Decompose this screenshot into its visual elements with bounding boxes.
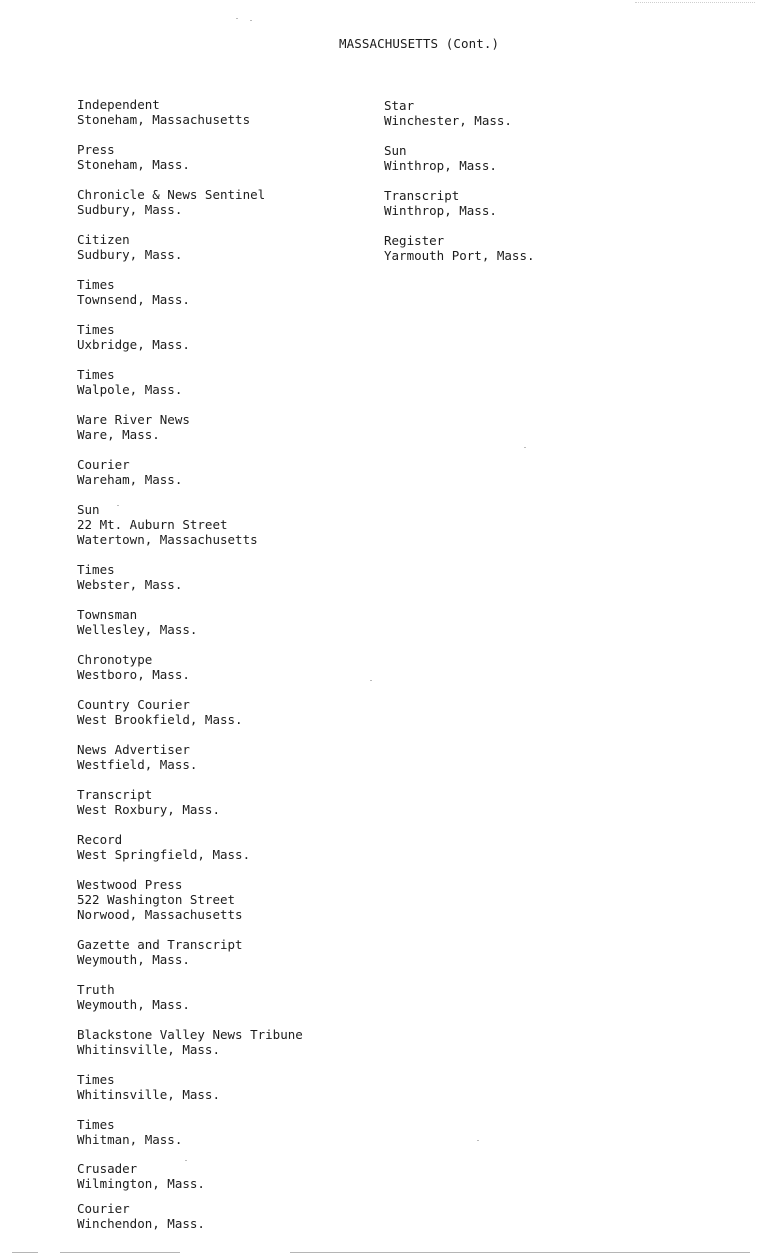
publication-name: Transcript bbox=[77, 787, 153, 802]
publication-name: Courier bbox=[77, 457, 130, 472]
publication-location: Winthrop, Mass. bbox=[384, 203, 497, 218]
publication-name: Independent bbox=[77, 97, 160, 112]
publication-name: Record bbox=[77, 832, 123, 847]
directory-entry bbox=[77, 652, 190, 682]
directory-entry bbox=[77, 142, 190, 172]
publication-location: Townsend, Mass. bbox=[77, 292, 190, 307]
directory-entry bbox=[384, 233, 535, 263]
publication-location: West Roxbury, Mass. bbox=[77, 802, 220, 817]
directory-entry bbox=[77, 97, 250, 127]
publication-location: West Springfield, Mass. bbox=[77, 847, 251, 862]
publication-name: Star bbox=[384, 98, 415, 113]
publication-location: Weymouth, Mass. bbox=[77, 997, 190, 1012]
directory-entry bbox=[77, 502, 258, 547]
directory-entry bbox=[77, 982, 190, 1012]
publication-name: Times bbox=[77, 322, 115, 337]
publication-name: Country Courier bbox=[77, 697, 190, 712]
scan-speck bbox=[370, 680, 372, 681]
publication-name: Chronicle & News Sentinel bbox=[77, 187, 266, 202]
directory-entry bbox=[77, 1072, 220, 1102]
scan-speck bbox=[117, 505, 119, 506]
publication-name: Times bbox=[77, 277, 115, 292]
scan-bottom-rule bbox=[60, 1252, 180, 1253]
publication-name: News Advertiser bbox=[77, 742, 190, 757]
publication-location: Walpole, Mass. bbox=[77, 382, 183, 397]
publication-name: Gazette and Transcript bbox=[77, 937, 243, 952]
publication-name: Citizen bbox=[77, 232, 130, 247]
directory-entry bbox=[77, 697, 243, 727]
directory-entry bbox=[77, 787, 220, 817]
publication-location: Ware, Mass. bbox=[77, 427, 160, 442]
directory-entry bbox=[384, 143, 497, 173]
directory-entry bbox=[77, 742, 197, 772]
publication-location: Wareham, Mass. bbox=[77, 472, 183, 487]
publication-location: Winchester, Mass. bbox=[384, 113, 512, 128]
publication-location: Westfield, Mass. bbox=[77, 757, 198, 772]
directory-entry bbox=[77, 322, 190, 352]
directory-entry bbox=[77, 412, 190, 442]
directory-entry bbox=[77, 457, 182, 487]
publication-name: Transcript bbox=[384, 188, 460, 203]
scan-speck bbox=[236, 18, 238, 19]
publication-location: Stoneham, Massachusetts bbox=[77, 112, 251, 127]
publication-name: Courier bbox=[77, 1201, 130, 1216]
publication-location: Watertown, Massachusetts bbox=[77, 532, 258, 547]
publication-name: Westwood Press bbox=[77, 877, 183, 892]
directory-entry bbox=[77, 832, 250, 862]
directory-entry bbox=[77, 937, 243, 967]
publication-name: Times bbox=[77, 367, 115, 382]
scan-bottom-rule bbox=[12, 1252, 38, 1253]
directory-entry bbox=[77, 367, 182, 397]
scan-edge-dots bbox=[635, 2, 755, 4]
publication-location: Weymouth, Mass. bbox=[77, 952, 190, 967]
publication-name: Press bbox=[77, 142, 115, 157]
publication-location: Winthrop, Mass. bbox=[384, 158, 497, 173]
publication-name: Times bbox=[77, 1117, 115, 1132]
publication-location: Stoneham, Mass. bbox=[77, 157, 190, 172]
directory-entry bbox=[77, 1117, 182, 1147]
directory-entry bbox=[77, 187, 265, 217]
scan-speck bbox=[477, 1140, 479, 1141]
publication-location: Whitinsville, Mass. bbox=[77, 1042, 220, 1057]
scan-speck bbox=[524, 447, 526, 448]
directory-entry bbox=[77, 1161, 205, 1191]
directory-entry bbox=[77, 1201, 205, 1231]
directory-entry bbox=[77, 232, 182, 262]
directory-entry bbox=[384, 188, 497, 218]
publication-address: 522 Washington Street bbox=[77, 892, 236, 907]
scan-speck bbox=[250, 20, 252, 21]
publication-location: Webster, Mass. bbox=[77, 577, 183, 592]
publication-location: Uxbridge, Mass. bbox=[77, 337, 190, 352]
publication-name: Townsman bbox=[77, 607, 138, 622]
scan-speck bbox=[185, 1160, 187, 1161]
publication-name: Ware River News bbox=[77, 412, 190, 427]
publication-name: Sun bbox=[384, 143, 407, 158]
page-title: MASSACHUSETTS (Cont.) bbox=[339, 36, 500, 51]
directory-entry bbox=[77, 277, 190, 307]
publication-name: Truth bbox=[77, 982, 115, 997]
scan-bottom-rule bbox=[290, 1252, 750, 1253]
directory-entry bbox=[77, 1027, 303, 1057]
publication-name: Crusader bbox=[77, 1161, 138, 1176]
publication-location: West Brookfield, Mass. bbox=[77, 712, 243, 727]
publication-location: Norwood, Massachusetts bbox=[77, 907, 243, 922]
publication-name: Times bbox=[77, 562, 115, 577]
publication-name: Chronotype bbox=[77, 652, 153, 667]
publication-location: Sudbury, Mass. bbox=[77, 202, 183, 217]
publication-name: Register bbox=[384, 233, 445, 248]
publication-name: Blackstone Valley News Tribune bbox=[77, 1027, 303, 1042]
directory-entry bbox=[384, 98, 512, 128]
publication-location: Sudbury, Mass. bbox=[77, 247, 183, 262]
publication-location: Wellesley, Mass. bbox=[77, 622, 198, 637]
publication-location: Yarmouth Port, Mass. bbox=[384, 248, 535, 263]
publication-location: Winchendon, Mass. bbox=[77, 1216, 205, 1231]
publication-address: 22 Mt. Auburn Street bbox=[77, 517, 228, 532]
publication-location: Wilmington, Mass. bbox=[77, 1176, 205, 1191]
publication-location: Whitman, Mass. bbox=[77, 1132, 183, 1147]
publication-name: Times bbox=[77, 1072, 115, 1087]
publication-name: Sun bbox=[77, 502, 100, 517]
directory-entry bbox=[77, 877, 243, 922]
publication-location: Westboro, Mass. bbox=[77, 667, 190, 682]
publication-location: Whitinsville, Mass. bbox=[77, 1087, 220, 1102]
directory-entry bbox=[77, 562, 182, 592]
directory-entry bbox=[77, 607, 197, 637]
